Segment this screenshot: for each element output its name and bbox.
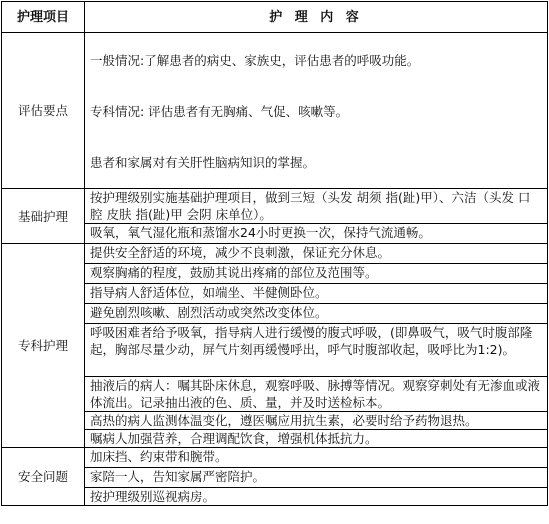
specialty-care-item: 抽液后的病人：嘱其卧床休息，观察呼吸、脉搏等情况。观察穿刺处有无渗血或液体流出。记录抽出液的色、质、量，并及时送检标本。 — [85, 377, 548, 412]
specialty-care-item: 观察胸痛的程度，鼓励其说出疼痛的部位及范围等。 — [85, 264, 548, 284]
table-row — [2, 244, 548, 264]
assessment-specialty: 专科情况: 评估患者有无胸痛、气促、咳嗽等。 — [90, 104, 349, 119]
category-basic-care: 基础护理 — [2, 189, 85, 244]
header-nursing-content: 护 理 内 容 — [85, 2, 548, 33]
table-row — [2, 448, 548, 468]
assessment-knowledge: 患者和家属对有关肝性脑病知识的掌握。 — [90, 155, 316, 170]
header-nursing-item: 护理项目 — [2, 2, 85, 33]
table-header-row — [2, 2, 548, 33]
basic-care-item: 按护理级别实施基础护理项目，做到三短（头发 胡须 指(趾)甲）、六洁（头发 口腔 皮肤 指(趾)甲 会阴 床单位）。 — [85, 189, 548, 224]
basic-care-item: 吸氧，氧气湿化瓶和蒸馏水24小时更换一次，保持气流通畅。 — [85, 224, 548, 244]
assessment-content — [85, 33, 548, 189]
nursing-care-table — [1, 1, 548, 506]
table-row — [2, 33, 548, 189]
specialty-care-item: 提供安全舒适的环境，减少不良刺激，保证充分休息。 — [85, 244, 548, 264]
specialty-care-item: 指导病人舒适体位，如端坐、半健侧卧位。 — [85, 284, 548, 304]
safety-item: 按护理级别巡视病房。 — [85, 488, 548, 506]
specialty-care-item: 高热的病人监测体温变化，遵医嘱应用抗生素，必要时给予药物退热。 — [85, 412, 548, 430]
specialty-care-item: 呼吸困难者给予吸氧，指导病人进行缓慢的腹式呼吸，(即鼻吸气，吸气时腹部隆起，胸部尽量少动，屏气片刻再缓慢呼出，呼气时腹部收起，吸呼比为1:2)。 — [85, 324, 548, 377]
specialty-care-item: 避免剧烈咳嗽、剧烈活动或突然改变体位。 — [85, 304, 548, 324]
category-safety: 安全问题 — [2, 448, 85, 506]
assessment-general: 一般情况:了解患者的病史、家族史，评估患者的呼吸功能。 — [90, 53, 420, 68]
safety-item: 家陪一人，告知家属严密陪护。 — [85, 468, 548, 488]
category-specialty-care: 专科护理 — [2, 244, 85, 448]
safety-item: 加床挡、约束带和腕带。 — [85, 448, 548, 468]
specialty-care-item: 嘱病人加强营养，合理调配饮食，增强机体抵抗力。 — [85, 430, 548, 448]
table-row — [2, 189, 548, 224]
category-assessment: 评估要点 — [2, 33, 85, 189]
